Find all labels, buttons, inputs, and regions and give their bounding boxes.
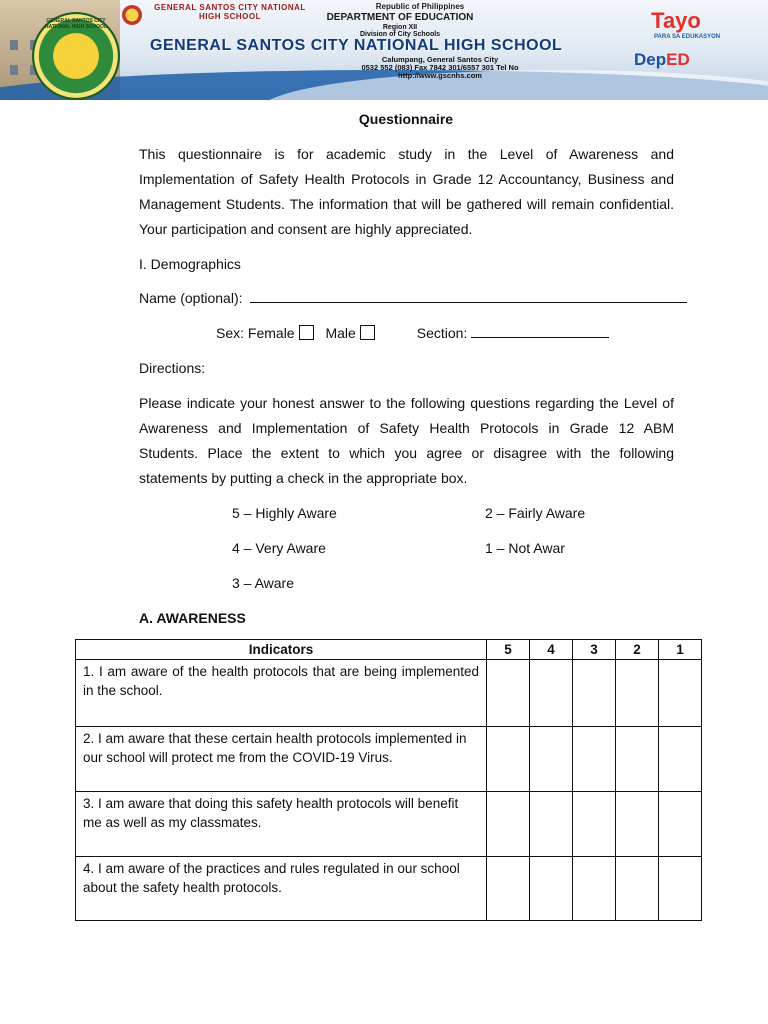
republic-line: Republic of Philippines <box>375 2 465 11</box>
name-label: Name (optional): <box>139 290 243 306</box>
rating-cell-5[interactable] <box>487 660 530 727</box>
rating-cell-2[interactable] <box>616 857 659 921</box>
male-label: Male <box>325 325 356 341</box>
header-1: 1 <box>659 640 702 660</box>
rating-cell-4[interactable] <box>530 727 573 792</box>
rating-cell-4[interactable] <box>530 792 573 857</box>
scale-3: 3 – Aware <box>232 575 295 591</box>
scale-5: 5 – Highly Aware <box>232 505 337 521</box>
table-row <box>76 857 702 921</box>
sex-section-row <box>216 325 609 341</box>
female-checkbox[interactable] <box>299 325 314 340</box>
rating-cell-1[interactable] <box>659 857 702 921</box>
rating-cell-3[interactable] <box>573 727 616 792</box>
indicator-1: 1. I am aware of the health protocols that are being implemented in the school. <box>76 660 487 727</box>
section-a-heading: A. AWARENESS <box>139 610 246 626</box>
table-row <box>76 660 702 727</box>
rating-cell-1[interactable] <box>659 727 702 792</box>
rating-cell-3[interactable] <box>573 857 616 921</box>
table-row <box>76 792 702 857</box>
rating-cell-1[interactable] <box>659 660 702 727</box>
rating-cell-4[interactable] <box>530 857 573 921</box>
faded-school-line: GENERAL SANTOS CITY NATIONAL HIGH SCHOOL <box>154 3 306 21</box>
rating-cell-1[interactable] <box>659 792 702 857</box>
scale-2: 2 – Fairly Aware <box>485 505 586 521</box>
seal-text: GENERAL SANTOS CITY NATIONAL HIGH SCHOOL <box>44 18 108 30</box>
table-row <box>76 727 702 792</box>
scale-1: 1 – Not Awar <box>485 540 565 556</box>
indicator-3: 3. I am aware that doing this safety health protocols will benefit me as well as my classmates. <box>76 792 487 857</box>
indicator-2: 2. I am aware that these certain health protocols implemented in our school will protect me from the COVID-19 Virus. <box>76 727 487 792</box>
deped-logo-dep: Dep <box>634 50 667 69</box>
header-5: 5 <box>487 640 530 660</box>
rating-cell-3[interactable] <box>573 660 616 727</box>
scale-4: 4 – Very Aware <box>232 540 326 556</box>
name-blank[interactable] <box>250 302 687 303</box>
directions-paragraph: Please indicate your honest answer to the following questions regarding the Level of Awareness and Implementation of Safety Health Protocols in Grade 12 ABM Students. Place the extent to which you agree or disagree with the following statements by putting a check in the appropriate box. <box>139 395 674 486</box>
department-line: DEPARTMENT OF EDUCATION <box>326 12 474 23</box>
header-indicators: Indicators <box>76 640 487 660</box>
region-line: Region XII <box>382 24 418 31</box>
contact-line: 0532 552 (083) Fax 7842 301/6557 301 Tel No <box>361 63 519 72</box>
rating-cell-4[interactable] <box>530 660 573 727</box>
rating-cell-2[interactable] <box>616 660 659 727</box>
awareness-table <box>75 639 702 921</box>
section-blank[interactable] <box>471 337 609 338</box>
website-line: http://www.gscnhs.com <box>398 71 482 80</box>
tayo-subtitle: PARA SA EDUKASYON <box>654 34 721 40</box>
rating-cell-2[interactable] <box>616 792 659 857</box>
division-line: Division of City Schools <box>359 31 441 38</box>
header-4: 4 <box>530 640 573 660</box>
demographics-heading: I. Demographics <box>139 256 241 272</box>
rating-cell-3[interactable] <box>573 792 616 857</box>
deped-seal-icon <box>122 5 142 25</box>
intro-paragraph: This questionnaire is for academic study in the Level of Awareness and Implementation of Safety Health Protocols in Grade 12 Accountancy, Business and Management Students. The information that will be gathered will remain confidential. Your participation and consent are highly appreciated. <box>139 146 674 237</box>
header-3: 3 <box>573 640 616 660</box>
school-seal-logo <box>32 12 120 100</box>
sex-female-label: Sex: Female <box>216 325 295 341</box>
rating-cell-2[interactable] <box>616 727 659 792</box>
header-banner <box>0 0 768 100</box>
tayo-logo: Tayo <box>651 8 701 33</box>
deped-logo-ed: ED <box>666 50 690 69</box>
rating-cell-5[interactable] <box>487 857 530 921</box>
section-label: Section: <box>416 325 468 341</box>
male-checkbox[interactable] <box>360 325 375 340</box>
name-row <box>139 290 687 306</box>
rating-cell-5[interactable] <box>487 727 530 792</box>
header-2: 2 <box>616 640 659 660</box>
school-address <box>340 56 540 80</box>
school-name: GENERAL SANTOS CITY NATIONAL HIGH SCHOOL <box>150 37 563 54</box>
page-title: Questionnaire <box>358 111 454 127</box>
deped-logo <box>634 50 716 72</box>
indicator-4: 4. I am aware of the practices and rules regulated in our school about the safety health protocols. <box>76 857 487 921</box>
directions-label: Directions: <box>139 360 206 376</box>
address-line: Calumpang, General Santos City <box>381 55 499 64</box>
table-header-row <box>76 640 702 660</box>
rating-cell-5[interactable] <box>487 792 530 857</box>
